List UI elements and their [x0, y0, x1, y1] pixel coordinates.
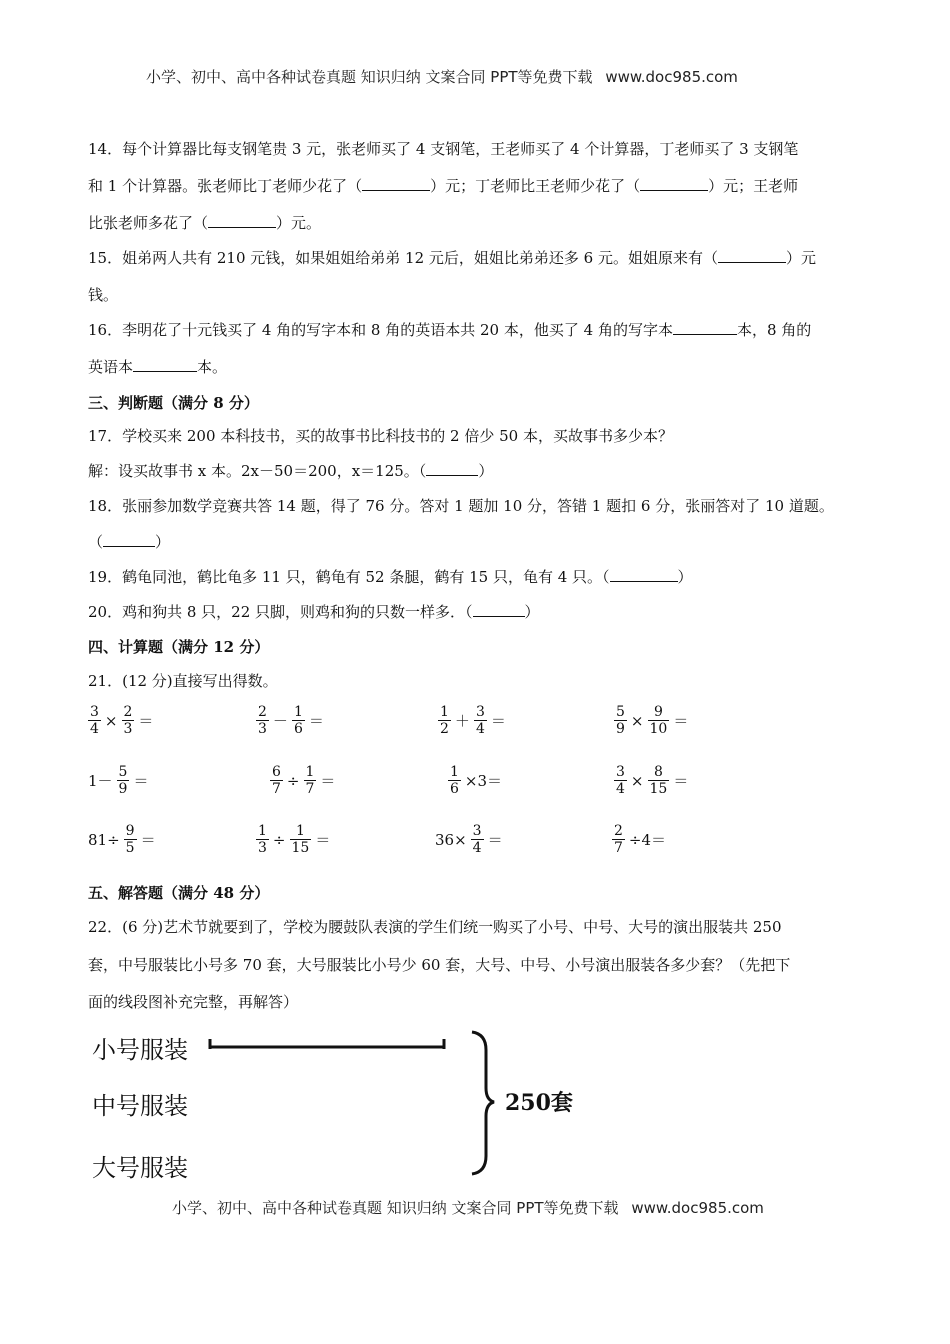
q16-text-b: 本，8 角的 — [736, 321, 812, 339]
footer-text: 小学、初中、高中各种试卷真题 知识归纳 文案合同 PPT等免费下载 — [172, 1199, 619, 1217]
answer-blank[interactable] — [640, 176, 708, 191]
q14-text-a: 和 1 个计算器。张老师比丁老师少花了（ — [88, 177, 363, 195]
operator: － — [272, 712, 288, 730]
q15-line1 — [88, 248, 816, 268]
q19-text-a: 19．鹤龟同池，鹤比龟多 11 只，鹤龟有 52 条腿，鹤有 15 只，龟有 4 只。（ — [88, 568, 610, 586]
q20-line — [88, 602, 540, 622]
q14-text-b: ）元；丁老师比王老师少花了（ — [430, 177, 641, 195]
fraction: $\frac{1}{3}$ — [258, 823, 267, 856]
operator: 81÷ — [88, 830, 120, 849]
q18-line2 — [88, 532, 170, 552]
q17-line2 — [88, 461, 493, 481]
operator: 1－ — [88, 772, 113, 790]
fraction: $\frac{9}{10}$ — [649, 704, 668, 737]
equals-sign: ＝ — [673, 712, 689, 730]
calc-item-1 — [86, 704, 155, 737]
calc-item-9 — [86, 823, 158, 856]
calc-item-10 — [254, 823, 332, 856]
answer-blank[interactable] — [673, 320, 737, 335]
q17-line1: 17．学校买来 200 本科技书，买的故事书比科技书的 2 倍少 50 本，买故事书多少本？ — [88, 427, 673, 445]
line-segment-diagram — [200, 1028, 540, 1182]
fraction: $\frac{3}{4}$ — [616, 764, 625, 797]
fraction: $\frac{8}{15}$ — [649, 764, 668, 797]
operator: ÷ — [272, 830, 286, 849]
operator: ＋ — [454, 712, 470, 730]
q18-line1: 18．张丽参加数学竞赛共答 14 题，得了 76 分。答对 1 题加 10 分，答错 1 题扣 6 分，张丽答对了 10 道题。 — [88, 497, 834, 515]
fraction: $\frac{1}{15}$ — [291, 823, 310, 856]
calc-item-7 — [446, 764, 504, 797]
calc-item-3 — [436, 704, 508, 737]
fraction: $\frac{1}{7}$ — [305, 764, 315, 797]
fraction: $\frac{2}{3}$ — [258, 704, 267, 737]
page-header — [146, 66, 738, 87]
equals-sign: ＝ — [320, 772, 336, 790]
equals-sign: ＝ — [673, 772, 689, 790]
q16-text-a: 16．李明花了十元钱买了 4 角的写字本和 8 角的英语本共 20 本，他买了 4 角的写字本 — [88, 321, 673, 339]
q14-text-c: ）元；王老师 — [708, 177, 799, 195]
q19-line — [88, 567, 693, 587]
q14-line3 — [88, 213, 321, 233]
fraction: $\frac{2}{7}$ — [614, 823, 623, 856]
fraction: $\frac{6}{7}$ — [272, 764, 281, 797]
fraction: $\frac{3}{4}$ — [90, 704, 99, 737]
q22-line3: 面的线段图补充完整，再解答） — [88, 993, 299, 1011]
fraction: $\frac{5}{9}$ — [616, 704, 625, 737]
answer-blank[interactable] — [426, 461, 478, 476]
header-url: www.doc985.com — [605, 68, 738, 86]
q14-line1: 14．每个计算器比每支钢笔贵 3 元，张老师买了 4 支钢笔，王老师买了 4 个计算器，丁老师买了 3 支钢笔 — [88, 140, 799, 158]
q16-line2 — [88, 357, 227, 377]
calc-item-11 — [433, 823, 505, 856]
q14-line2 — [88, 176, 798, 196]
q16-text-d: 本。 — [197, 358, 228, 376]
q17-text-a: 解：设买故事书 x 本。2x－50＝200，x＝125。（ — [88, 462, 427, 480]
fraction: $\frac{5}{9}$ — [118, 764, 128, 797]
section-title-solution: 五、解答题（满分 48 分） — [88, 884, 270, 902]
answer-blank[interactable] — [610, 567, 678, 582]
calc-item-8 — [612, 764, 690, 797]
fraction: $\frac{1}{6}$ — [293, 704, 303, 737]
operator: × — [630, 711, 644, 730]
q15-text-a: 15．姐弟两人共有 210 元钱，如果姐姐给弟弟 12 元后，姐姐比弟弟还多 6 元。姐姐原来有（ — [88, 249, 718, 267]
calc-item-6 — [268, 764, 337, 797]
section-title-calculation: 四、计算题（满分 12 分） — [88, 638, 270, 656]
fraction: $\frac{2}{3}$ — [123, 704, 133, 737]
calc-item-2 — [254, 704, 326, 737]
q18-text-a: （ — [88, 533, 104, 551]
equals-sign: ＝ — [487, 831, 503, 849]
total-label: 250套 — [505, 1090, 573, 1116]
answer-blank[interactable] — [133, 357, 197, 372]
operator: 36× — [435, 830, 467, 849]
fraction: $\frac{3}{4}$ — [475, 704, 485, 737]
q15-text-b: ）元 — [785, 249, 816, 267]
q21-title: 21．(12 分)直接写出得数。 — [88, 672, 278, 690]
fraction: $\frac{1}{2}$ — [440, 704, 449, 737]
fraction: $\frac{1}{6}$ — [450, 764, 459, 797]
q16-line1 — [88, 320, 811, 340]
small-size-segment — [210, 1039, 444, 1049]
calc-item-4 — [612, 704, 690, 737]
q14-text-e: ）元。 — [276, 214, 322, 232]
operator: ÷4＝ — [628, 831, 667, 849]
q17-text-b: ） — [478, 462, 494, 480]
equals-sign: ＝ — [140, 831, 156, 849]
equals-sign: ＝ — [308, 712, 324, 730]
equals-sign: ＝ — [490, 712, 506, 730]
operator: × — [630, 771, 644, 790]
operator: × — [104, 711, 118, 730]
equals-sign: ＝ — [315, 831, 331, 849]
q22-line2: 套，中号服装比小号多 70 套，大号服装比小号少 60 套，大号、中号、小号演出服装各多少套？（先把下 — [88, 956, 791, 974]
section-title-judgement: 三、判断题（满分 8 分） — [88, 394, 259, 412]
answer-blank[interactable] — [473, 602, 525, 617]
label-small-size: 小号服装 — [92, 1036, 188, 1064]
q18-text-b: ） — [155, 533, 171, 551]
answer-blank[interactable] — [362, 176, 430, 191]
q14-text-d: 比张老师多花了（ — [88, 214, 209, 232]
page-footer — [172, 1197, 764, 1218]
answer-blank[interactable] — [208, 213, 276, 228]
calc-item-5 — [86, 764, 150, 797]
answer-blank[interactable] — [718, 248, 786, 263]
fraction: $\frac{3}{4}$ — [472, 823, 482, 856]
equals-sign: ＝ — [138, 712, 154, 730]
q15-line2: 钱。 — [88, 286, 119, 304]
q16-text-c: 英语本 — [88, 358, 134, 376]
q22-line1: 22．(6 分)艺术节就要到了，学校为腰鼓队表演的学生们统一购买了小号、中号、大号的演出服装共 250 — [88, 918, 782, 936]
calc-item-12 — [610, 823, 668, 856]
label-medium-size: 中号服装 — [92, 1092, 188, 1120]
answer-blank[interactable] — [103, 532, 155, 547]
operator: ×3＝ — [464, 772, 503, 790]
fraction: $\frac{9}{5}$ — [125, 823, 135, 856]
q20-text-a: 20．鸡和狗共 8 只，22 只脚，则鸡和狗的只数一样多．（ — [88, 603, 473, 621]
header-text: 小学、初中、高中各种试卷真题 知识归纳 文案合同 PPT等免费下载 — [146, 68, 593, 86]
right-brace — [472, 1032, 494, 1174]
q19-text-b: ） — [677, 568, 693, 586]
operator: ÷ — [286, 771, 300, 790]
q20-text-b: ） — [524, 603, 540, 621]
equals-sign: ＝ — [133, 772, 149, 790]
footer-url: www.doc985.com — [631, 1199, 764, 1217]
label-large-size: 大号服装 — [92, 1154, 188, 1182]
